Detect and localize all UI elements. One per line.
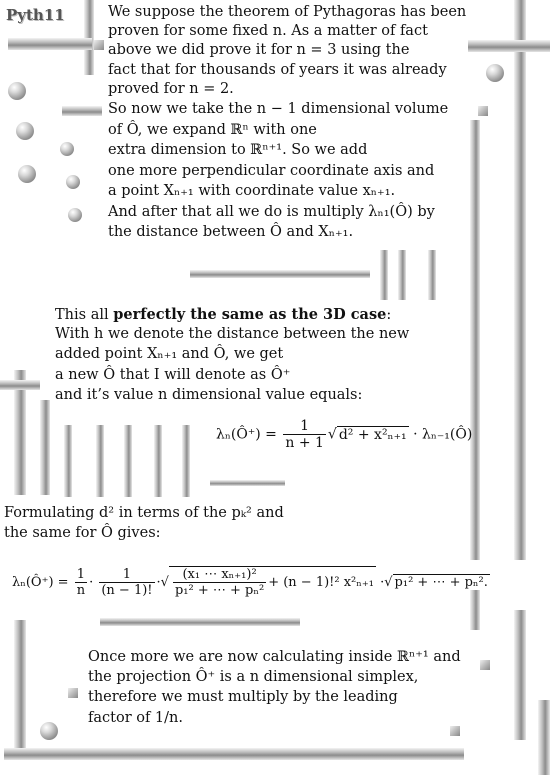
decor-bar <box>40 400 50 495</box>
equation-2: λₙ(Ô⁺) = $\frac{1}{n}$ · $\frac{1}{(n - 1)!}$ ·√ $\frac{\text{(x₁ ⋯ xₙ₊₁)²}}{\text{p₁² + ⋯ + pₙ²}}$ + (n − 1)!² x²ₙ₊₁ ·√ p₁² + ⋯ + pₙ². <box>12 567 488 598</box>
decor-ball <box>66 175 80 189</box>
text-line: And after that all we do is multiply λₙ₁(Ô) by <box>108 204 435 220</box>
sqrt-content <box>169 566 376 598</box>
decor-square <box>94 40 104 50</box>
decor-bar <box>398 250 406 300</box>
page-title: Pyth11 <box>6 6 65 24</box>
decor-ball <box>40 722 58 740</box>
decor-ball <box>8 82 26 100</box>
text-line: above we did prove it for n = 3 using the <box>108 42 410 58</box>
decor-bar <box>210 480 285 486</box>
text-line: and it’s value n dimensional value equals: <box>55 387 363 403</box>
numerator: (x₁ ⋯ xₙ₊₁)² <box>173 567 266 583</box>
text-span: : <box>386 307 392 323</box>
decor-bar <box>154 425 162 497</box>
decor-bar <box>470 120 480 560</box>
decor-ball <box>486 64 504 82</box>
decor-bar <box>514 60 526 560</box>
text-line: the projection Ô⁺ is a n dimensional simplex, <box>88 669 419 685</box>
text-line: of Ô, we expand ℝⁿ with one <box>108 122 317 138</box>
dot: · <box>89 575 94 590</box>
decor-ball <box>60 142 74 156</box>
text-line: fact that for thousands of years it was already <box>108 62 447 78</box>
eq-tail: · λₙ₋₁(Ô) <box>413 426 473 443</box>
decor-square <box>68 688 78 698</box>
numerator: 1 <box>283 418 326 435</box>
text-line: So now we take the n − 1 dimensional volume <box>108 101 449 117</box>
decor-bar <box>64 425 72 497</box>
text-line: one more perpendicular coordinate axis and <box>108 163 435 179</box>
fraction <box>173 567 266 598</box>
text-line: proven for some fixed n. As a matter of fact <box>108 23 428 39</box>
equation-1: λₙ(Ô⁺) = $\frac{1}{n + 1}$ √ d² + x²ₙ₊₁ · λₙ₋₁(Ô) <box>216 418 473 451</box>
decor-bar <box>14 620 26 755</box>
text-line: factor of 1/n. <box>88 710 183 726</box>
decor-bar <box>538 700 550 775</box>
numerator: 1 <box>99 567 154 583</box>
decor-bar <box>96 425 104 497</box>
text-line: proved for n = 2. <box>108 81 234 97</box>
dot: · <box>380 575 385 590</box>
decor-bar <box>4 748 464 760</box>
decor-bar <box>182 425 190 497</box>
text-line: added point Xₙ₊₁ and Ô, we get <box>55 346 284 362</box>
decor-bar <box>380 250 388 300</box>
decor-bar <box>62 106 102 116</box>
decor-bar <box>428 250 436 300</box>
decor-bar <box>100 618 300 626</box>
text-line <box>55 305 391 326</box>
decor-bar <box>190 270 370 278</box>
text-line: Formulating d² in terms of the pₖ² and <box>4 505 284 521</box>
fraction <box>75 567 87 598</box>
text-line: a point Xₙ₊₁ with coordinate value xₙ₊₁. <box>108 183 396 199</box>
numerator: 1 <box>75 567 87 583</box>
decor-bar <box>8 38 92 50</box>
dot: · <box>156 575 161 590</box>
decor-square <box>478 106 488 116</box>
decor-bar <box>0 380 40 390</box>
text-line: Once more we are now calculating inside ℝⁿ⁺¹ and <box>88 649 461 665</box>
text-line: therefore we must multiply by the leading <box>88 689 398 705</box>
decor-square <box>450 726 460 736</box>
sqrt-content: p₁² + ⋯ + pₙ². <box>394 575 488 590</box>
decor-ball <box>68 208 82 222</box>
denominator: p₁² + ⋯ + pₙ² <box>174 583 265 598</box>
text-line: With h we denote the distance between the new <box>55 326 410 342</box>
eq-lhs: λₙ(Ô⁺) = <box>12 575 69 590</box>
text-span: This all <box>55 307 114 323</box>
decor-ball <box>18 165 36 183</box>
fraction <box>283 418 326 451</box>
denominator: n + 1 <box>285 435 324 451</box>
text-line: the same for Ô gives: <box>4 525 161 541</box>
decor-ball <box>16 122 34 140</box>
eq-lhs: λₙ(Ô⁺) = <box>216 426 277 443</box>
text-line: extra dimension to ℝⁿ⁺¹. So we add <box>108 142 368 158</box>
sqrt-content: d² + x²ₙ₊₁ <box>338 426 407 443</box>
text-line: a new Ô that I will denote as Ô⁺ <box>55 367 291 383</box>
decor-square <box>480 660 490 670</box>
eq-mid: + (n − 1)!² x²ₙ₊₁ <box>268 575 374 590</box>
denominator: (n − 1)! <box>101 583 153 598</box>
decor-bar <box>468 40 550 52</box>
bold-text: perfectly the same as the 3D case <box>113 306 387 323</box>
denominator: n <box>76 583 86 598</box>
fraction <box>99 567 154 598</box>
text-line: We suppose the theorem of Pythagoras has been <box>108 4 467 20</box>
text-line: the distance between Ô and Xₙ₊₁. <box>108 224 354 240</box>
decor-bar <box>514 610 526 740</box>
decor-bar <box>124 425 132 497</box>
